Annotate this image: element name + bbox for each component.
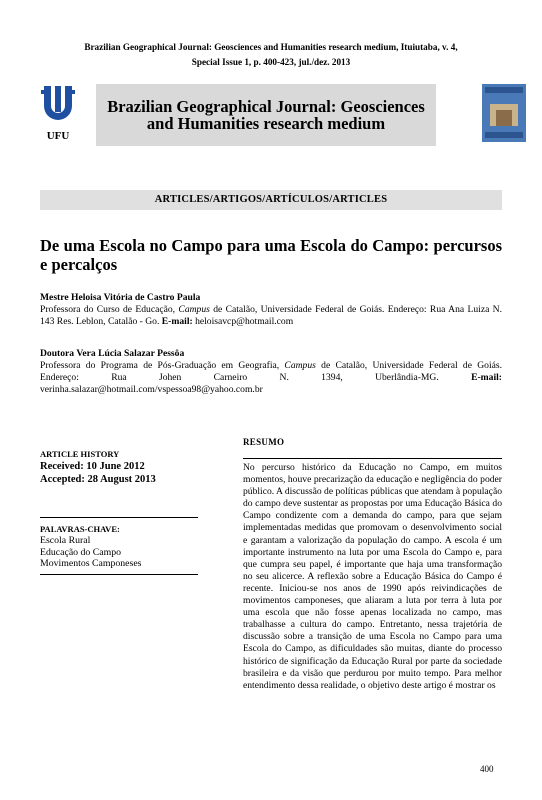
accepted-date: Accepted: 28 August 2013 [40, 474, 156, 485]
masthead [40, 84, 502, 146]
abstract-body: No percurso histórico da Educação no Campo, em muitos momentos, houve precarização da educação e negligência do poder público. A discussão de políticas públicas que atendam à população do campo deve sustentar as propostas por uma Educação Básica do Campo condizente com a demanda do campo, para que sejam implementadas medidas que promovam o desenvolvimento social e garantam a valorização da população do campo. A escola é um importante instrumento na luta por uma Escola do Campo e, para que cumpra seu papel, é importante que haja uma transformação no seu alicerce. A reflexão sobre a Educação Básica do Campo é recente. Iniciou-se nos anos de 1990 após reivindicações de movimentos camponeses, que aliaram a luta por terra à luta por uma escola que não fosse apenas localizada no campo, mas trabalhasse a cultura do campo. Entretanto, nessa trajetória de discussão sobre a transição de uma Escola no Campo para uma Escola do Campo, as dificuldades são muitas, diante do processo histórico de significação da Educação Rural por parte da sociedade brasileira e da visão que perdurou por muito tempo. Para melhor entendimento dessa realidade, o objetivo deste artigo é mostrar os [243, 462, 502, 691]
author-email: verinha.salazar@hotmail.com/vspessoa98@yahoo.com.br [40, 384, 263, 395]
abstract-divider [243, 458, 502, 459]
section-bar: ARTICLES/ARTIGOS/ARTÍCULOS/ARTICLES [40, 190, 502, 210]
article-sidebar [40, 448, 200, 575]
ufu-logo [40, 84, 76, 146]
journal-title-box [96, 84, 436, 146]
running-head-line1: Brazilian Geographical Journal: Geosciences and Humanities research medium, Ituiutaba, v. 4, [84, 42, 458, 52]
author-block [40, 348, 502, 396]
keyword-item: Educação do Campo [40, 546, 122, 558]
journal-title: Brazilian Geographical Journal: Geosciences and Humanities research medium [107, 97, 425, 133]
sidebar-divider [40, 574, 198, 575]
running-head [40, 40, 502, 70]
author-email: heloisavcp@hotmail.com [192, 316, 294, 327]
cover-image-icon [482, 84, 526, 142]
author-affiliation: Professora do Programa de Pós-Graduação em Geografia, Campus de Catalão, Universidade Federal de Goiás. Endereço: Rua Johen Carneiro N. 1394, Uberlândia-MG. E-mail: verinha.salazar@hotmail.com/vspessoa98@yahoo.com.br [40, 360, 503, 395]
keyword-item: Escola Rural [40, 535, 91, 546]
journal-cover-thumbnail [482, 84, 526, 142]
logo-text: UFU [46, 130, 70, 142]
keyword-item: Movimentos Camponeses [40, 558, 142, 569]
history-label: ARTICLE HISTORY [40, 449, 120, 459]
author-name: Doutora Vera Lúcia Salazar Pessôa [40, 348, 185, 359]
keywords-label: PALAVRAS-CHAVE: [40, 524, 120, 534]
author-affiliation: Professora do Curso de Educação, Campus de Catalão, Universidade Federal de Goiás. Endereço: Rua Ana Luiza N. 143 Res. Leblon, Catalão - Go. E-mail: heloisavcp@hotmail.com [40, 304, 502, 327]
received-date: Received: 10 June 2012 [40, 461, 145, 472]
sidebar-divider [40, 517, 198, 518]
author-block [40, 292, 502, 328]
ufu-logo-icon [40, 84, 76, 130]
abstract-heading: RESUMO [243, 437, 285, 447]
author-name: Mestre Heloisa Vitória de Castro Paula [40, 292, 201, 303]
running-head-line2: Special Issue 1, p. 400-423, jul./dez. 2013 [191, 57, 351, 67]
article-title: De uma Escola no Campo para uma Escola do Campo: percursos e percalços [40, 236, 502, 274]
page-number: 400 [480, 764, 494, 774]
